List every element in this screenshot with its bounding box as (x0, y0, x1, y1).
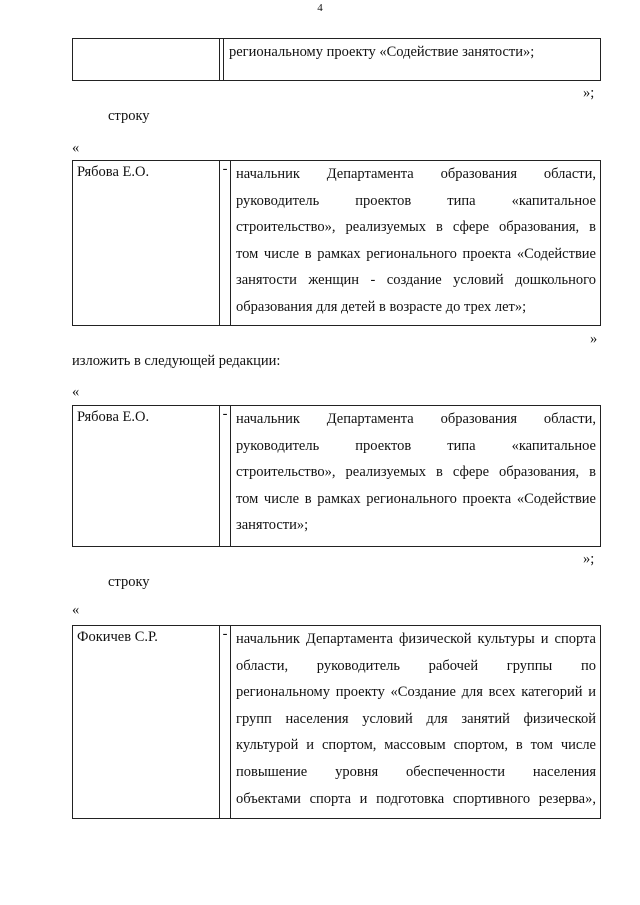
page-number: 4 (317, 2, 323, 14)
desc-line: объектами спорта и подготовка спортивного резерва», (236, 790, 596, 807)
row-description (231, 161, 601, 326)
dash-cell: - (220, 626, 231, 819)
desc-line: том числе в рамках регионального проекта «Содействие (236, 245, 596, 262)
desc-line: начальник Департамента образования области, (236, 166, 596, 182)
desc-line: повышение уровня обеспеченности населения (236, 763, 596, 780)
desc-line: руководитель проектов типа «капитальное (236, 192, 596, 209)
dash-cell: - (220, 406, 231, 547)
table-row-continuation (72, 38, 601, 81)
opening-quote: « (72, 602, 80, 618)
desc-line: начальник Департамента физической культуры и спорта (236, 631, 596, 647)
closing-quote: »; (583, 551, 595, 567)
row-description (231, 626, 601, 819)
opening-quote: « (72, 384, 80, 400)
desc-line: начальник Департамента образования области, (236, 411, 596, 427)
person-name: Рябова Е.О. (73, 161, 220, 326)
desc-line: региональному проекту «Содействие занятости»; (229, 44, 535, 60)
closing-quote: » (590, 331, 598, 347)
desc-line: региональному проекту «Создание для всех категорий и (236, 684, 596, 701)
desc-line: строительство», реализуемых в сфере образования, в (236, 464, 596, 481)
label-stroku: строку (108, 108, 150, 124)
desc-line: руководитель проектов типа «капитальное (236, 437, 596, 454)
table-row-ryabova-new (72, 405, 601, 547)
desc-line: области, руководитель рабочей группы по (236, 657, 596, 674)
desc-line: занятости»; (236, 517, 309, 534)
edit-instruction: изложить в следующей редакции: (72, 353, 281, 369)
table-row-fokichev (72, 625, 601, 819)
person-name: Фокичев С.Р. (73, 626, 220, 819)
table-row-ryabova-old (72, 160, 601, 326)
desc-line: строительство», реализуемых в сфере образования, в (236, 219, 596, 236)
desc-line: образования для детей в возрасте до трех лет»; (236, 298, 527, 315)
desc-line: культурой и спортом, массовым спортом, в том числе (236, 737, 596, 754)
closing-quote: »; (583, 85, 595, 101)
desc-line: групп населения условий для занятий физической (236, 710, 596, 727)
opening-quote: « (72, 140, 80, 156)
row-description (231, 406, 601, 547)
label-stroku: строку (108, 574, 150, 590)
dash-cell: - (220, 161, 231, 326)
person-name: Рябова Е.О. (73, 406, 220, 547)
desc-line: том числе в рамках регионального проекта «Содействие (236, 490, 596, 507)
row-description (224, 39, 601, 81)
desc-line: занятости женщин - создание условий дошкольного (236, 272, 596, 289)
